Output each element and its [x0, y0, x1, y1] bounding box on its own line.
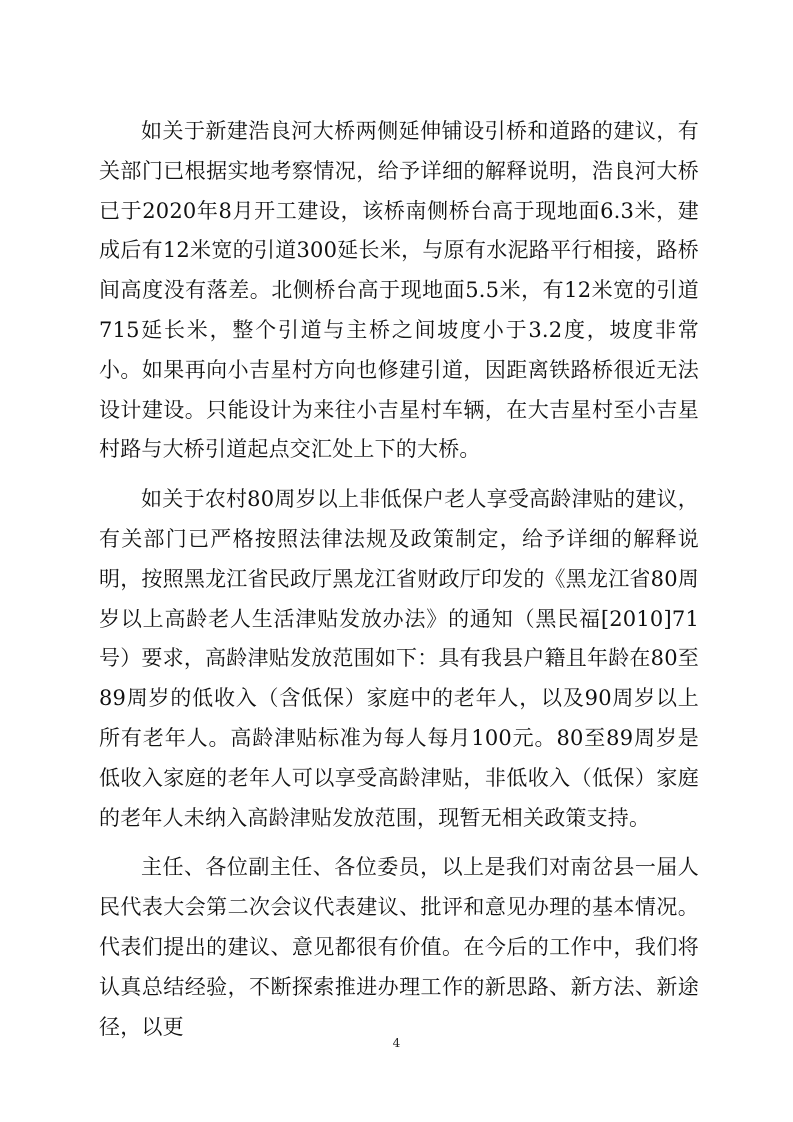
- paragraph-closing-remarks: 主任、各位副主任、各位委员，以上是我们对南岔县一届人民代表大会第二次会议代表建议、批评和意见办理的基本情况。代表们提出的建议、意见都很有价值。在今后的工作中，我们将认真总结经验，不断探索推进办理工作的新思路、新方法、新途径，以更: [99, 855, 699, 1039]
- document-body: [99, 112, 699, 1047]
- page-number: 4: [392, 1036, 401, 1050]
- paragraph-elderly-allowance: 如关于农村80周岁以上非低保户老人享受高龄津贴的建议，有关部门已严格按照法律法规及政策制定，给予详细的解释说明，按照黑龙江省民政厅黑龙江省财政厅印发的《黑龙江省80周岁以上高龄老人生活津贴发放办法》的通知（黑民福[2010]71号）要求，高龄津贴发放范围如下：具有我县户籍且年龄在80至89周岁的低收入（含低保）家庭中的老年人，以及90周岁以上所有老年人。高龄津贴标准为每人每月100元。80至89周岁是低收入家庭的老年人可以享受高龄津贴，非低收入（低保）家庭的老年人未纳入高龄津贴发放范围，现暂无相关政策支持。: [99, 487, 699, 830]
- paragraph-bridge-suggestion: 如关于新建浩良河大桥两侧延伸铺设引桥和道路的建议，有关部门已根据实地考察情况，给予详细的解释说明，浩良河大桥已于2020年8月开工建设，该桥南侧桥台高于现地面6.3米，建成后有12米宽的引道300延长米，与原有水泥路平行相接，路桥间高度没有落差。北侧桥台高于现地面5.5米，有12米宽的引道715延长米，整个引道与主桥之间坡度小于3.2度，坡度非常小。如果再向小吉星村方向也修建引道，因距离铁路桥很近无法设计建设。只能设计为来往小吉星村车辆，在大吉星村至小吉星村路与大桥引道起点交汇处上下的大桥。: [99, 119, 699, 462]
